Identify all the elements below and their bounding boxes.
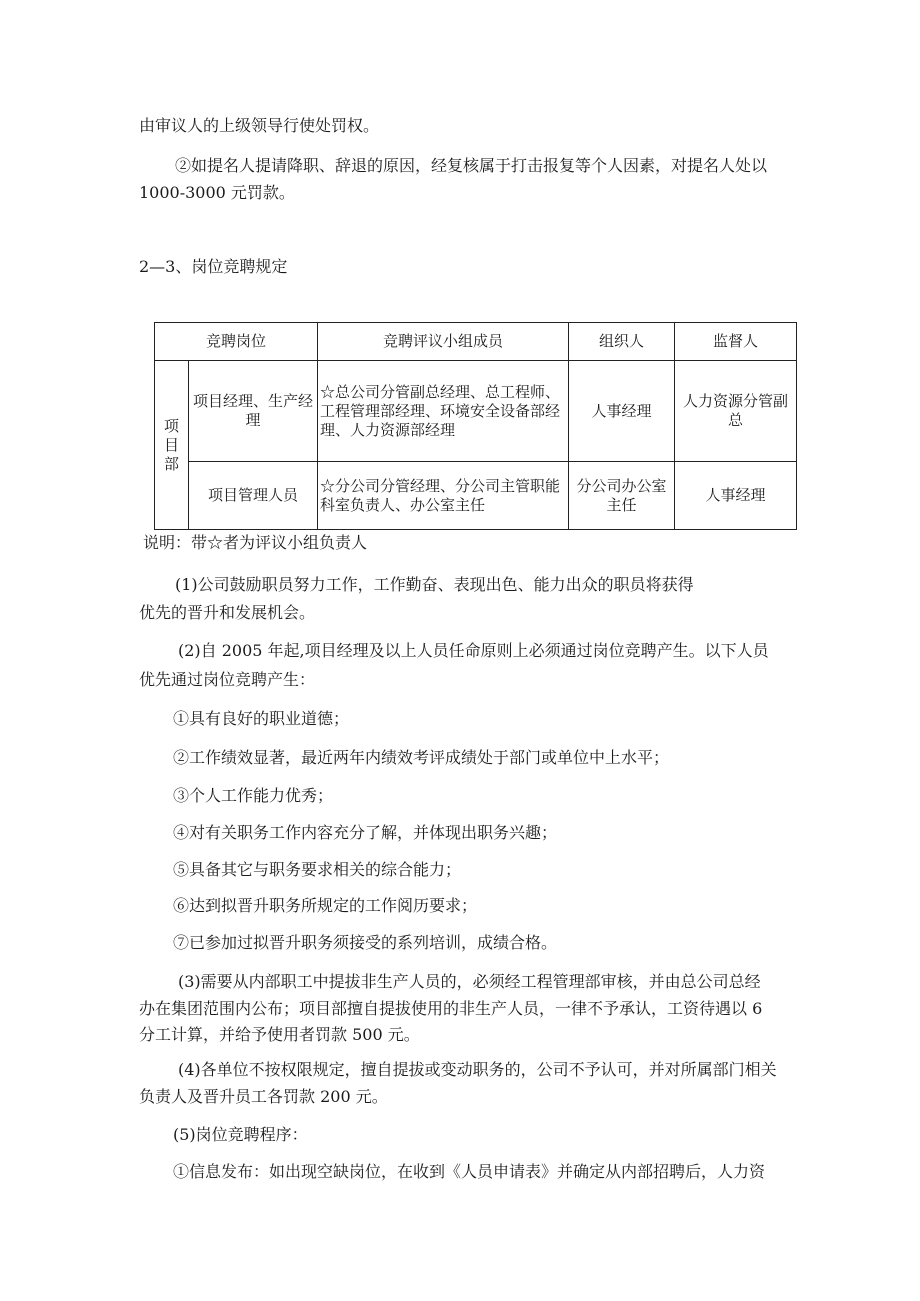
paragraph-line: (3)需要从内部职工中提拔非生产人员的，必须经工程管理部审核，并由总公司总经 [178,972,761,991]
paragraph-line: (4)各单位不按权限规定，擅自提拔或变动职务的，公司不予认可，并对所属部门相关 [178,1060,777,1079]
supervisor-cell: 人事经理 [675,462,797,530]
list-item: ⑥达到拟晋升职务所规定的工作阅历要求； [173,896,478,915]
paragraph-line: (5)岗位竞聘程序： [173,1125,308,1144]
list-item: ①具有良好的职业道德； [173,709,350,728]
table-row [155,361,797,462]
paragraph-line: 办在集团范围内公布；项目部擅自提拔使用的非生产人员，一律不予承认，工资待遇以 6 [139,999,763,1018]
organizer-cell: 分公司办公室主任 [569,462,675,530]
list-item: ③个人工作能力优秀； [173,786,334,805]
list-item: ②工作绩效显著，最近两年内绩效考评成绩处于部门或单位中上水平； [173,748,670,767]
panel-cell: ☆总公司分管副总经理、总工程师、工程管理部经理、环境安全设备部经理、人力资源部经理 [318,361,569,462]
header-position: 竞聘岗位 [155,323,318,361]
paragraph-line: 优先通过岗位竞聘产生： [139,670,316,689]
supervisor-cell: 人力资源分管副总 [675,361,797,462]
paragraph-line: 由审议人的上级领导行使处罚权。 [139,116,380,135]
paragraph-line: ②如提名人提请降职、辞退的原因，经复核属于打击报复等个人因素，对提名人处以 [175,156,768,175]
paragraph-line: (1)公司鼓励职员努力工作，工作勤奋、表现出色、能力出众的职员将获得 [175,575,694,594]
paragraph-line: 分工计算，并给予使用者罚款 500 元。 [139,1025,420,1044]
post-cell: 项目经理、生产经理 [189,361,318,462]
header-organizer: 组织人 [569,323,675,361]
paragraph-line: 优先的晋升和发展机会。 [139,603,316,622]
paragraph-line: 负责人及晋升员工各罚款 200 元。 [139,1087,388,1106]
table-header-row [155,323,797,361]
post-cell: 项目管理人员 [189,462,318,530]
panel-cell: ☆分公司分管经理、分公司主管职能科室负责人、办公室主任 [318,462,569,530]
list-item: ⑦已参加过拟晋升职务须接受的系列培训，成绩合格。 [173,933,558,952]
dept-label: 项目部 [163,416,179,473]
paragraph-line: (2)自 2005 年起,项目经理及以上人员任命原则上必须通过岗位竞聘产生。以下人员 [178,641,769,660]
header-supervisor: 监督人 [675,323,797,361]
paragraph-line: 1000-3000 元罚款。 [139,183,295,202]
organizer-cell: 人事经理 [569,361,675,462]
list-item: ④对有关职务工作内容充分了解，并体现出职务兴趣； [173,823,558,842]
section-heading: 2—3、岗位竞聘规定 [139,257,288,276]
header-panel: 竞聘评议小组成员 [318,323,569,361]
competition-table [154,322,797,530]
paragraph-line: ①信息发布：如出现空缺岗位，在收到《人员申请表》并确定从内部招聘后，人力资 [173,1162,766,1181]
table-row [155,462,797,530]
dept-cell [155,361,189,530]
list-item: ⑤具备其它与职务要求相关的综合能力； [173,860,462,879]
table-note: 说明：带☆者为评议小组负责人 [143,533,368,552]
